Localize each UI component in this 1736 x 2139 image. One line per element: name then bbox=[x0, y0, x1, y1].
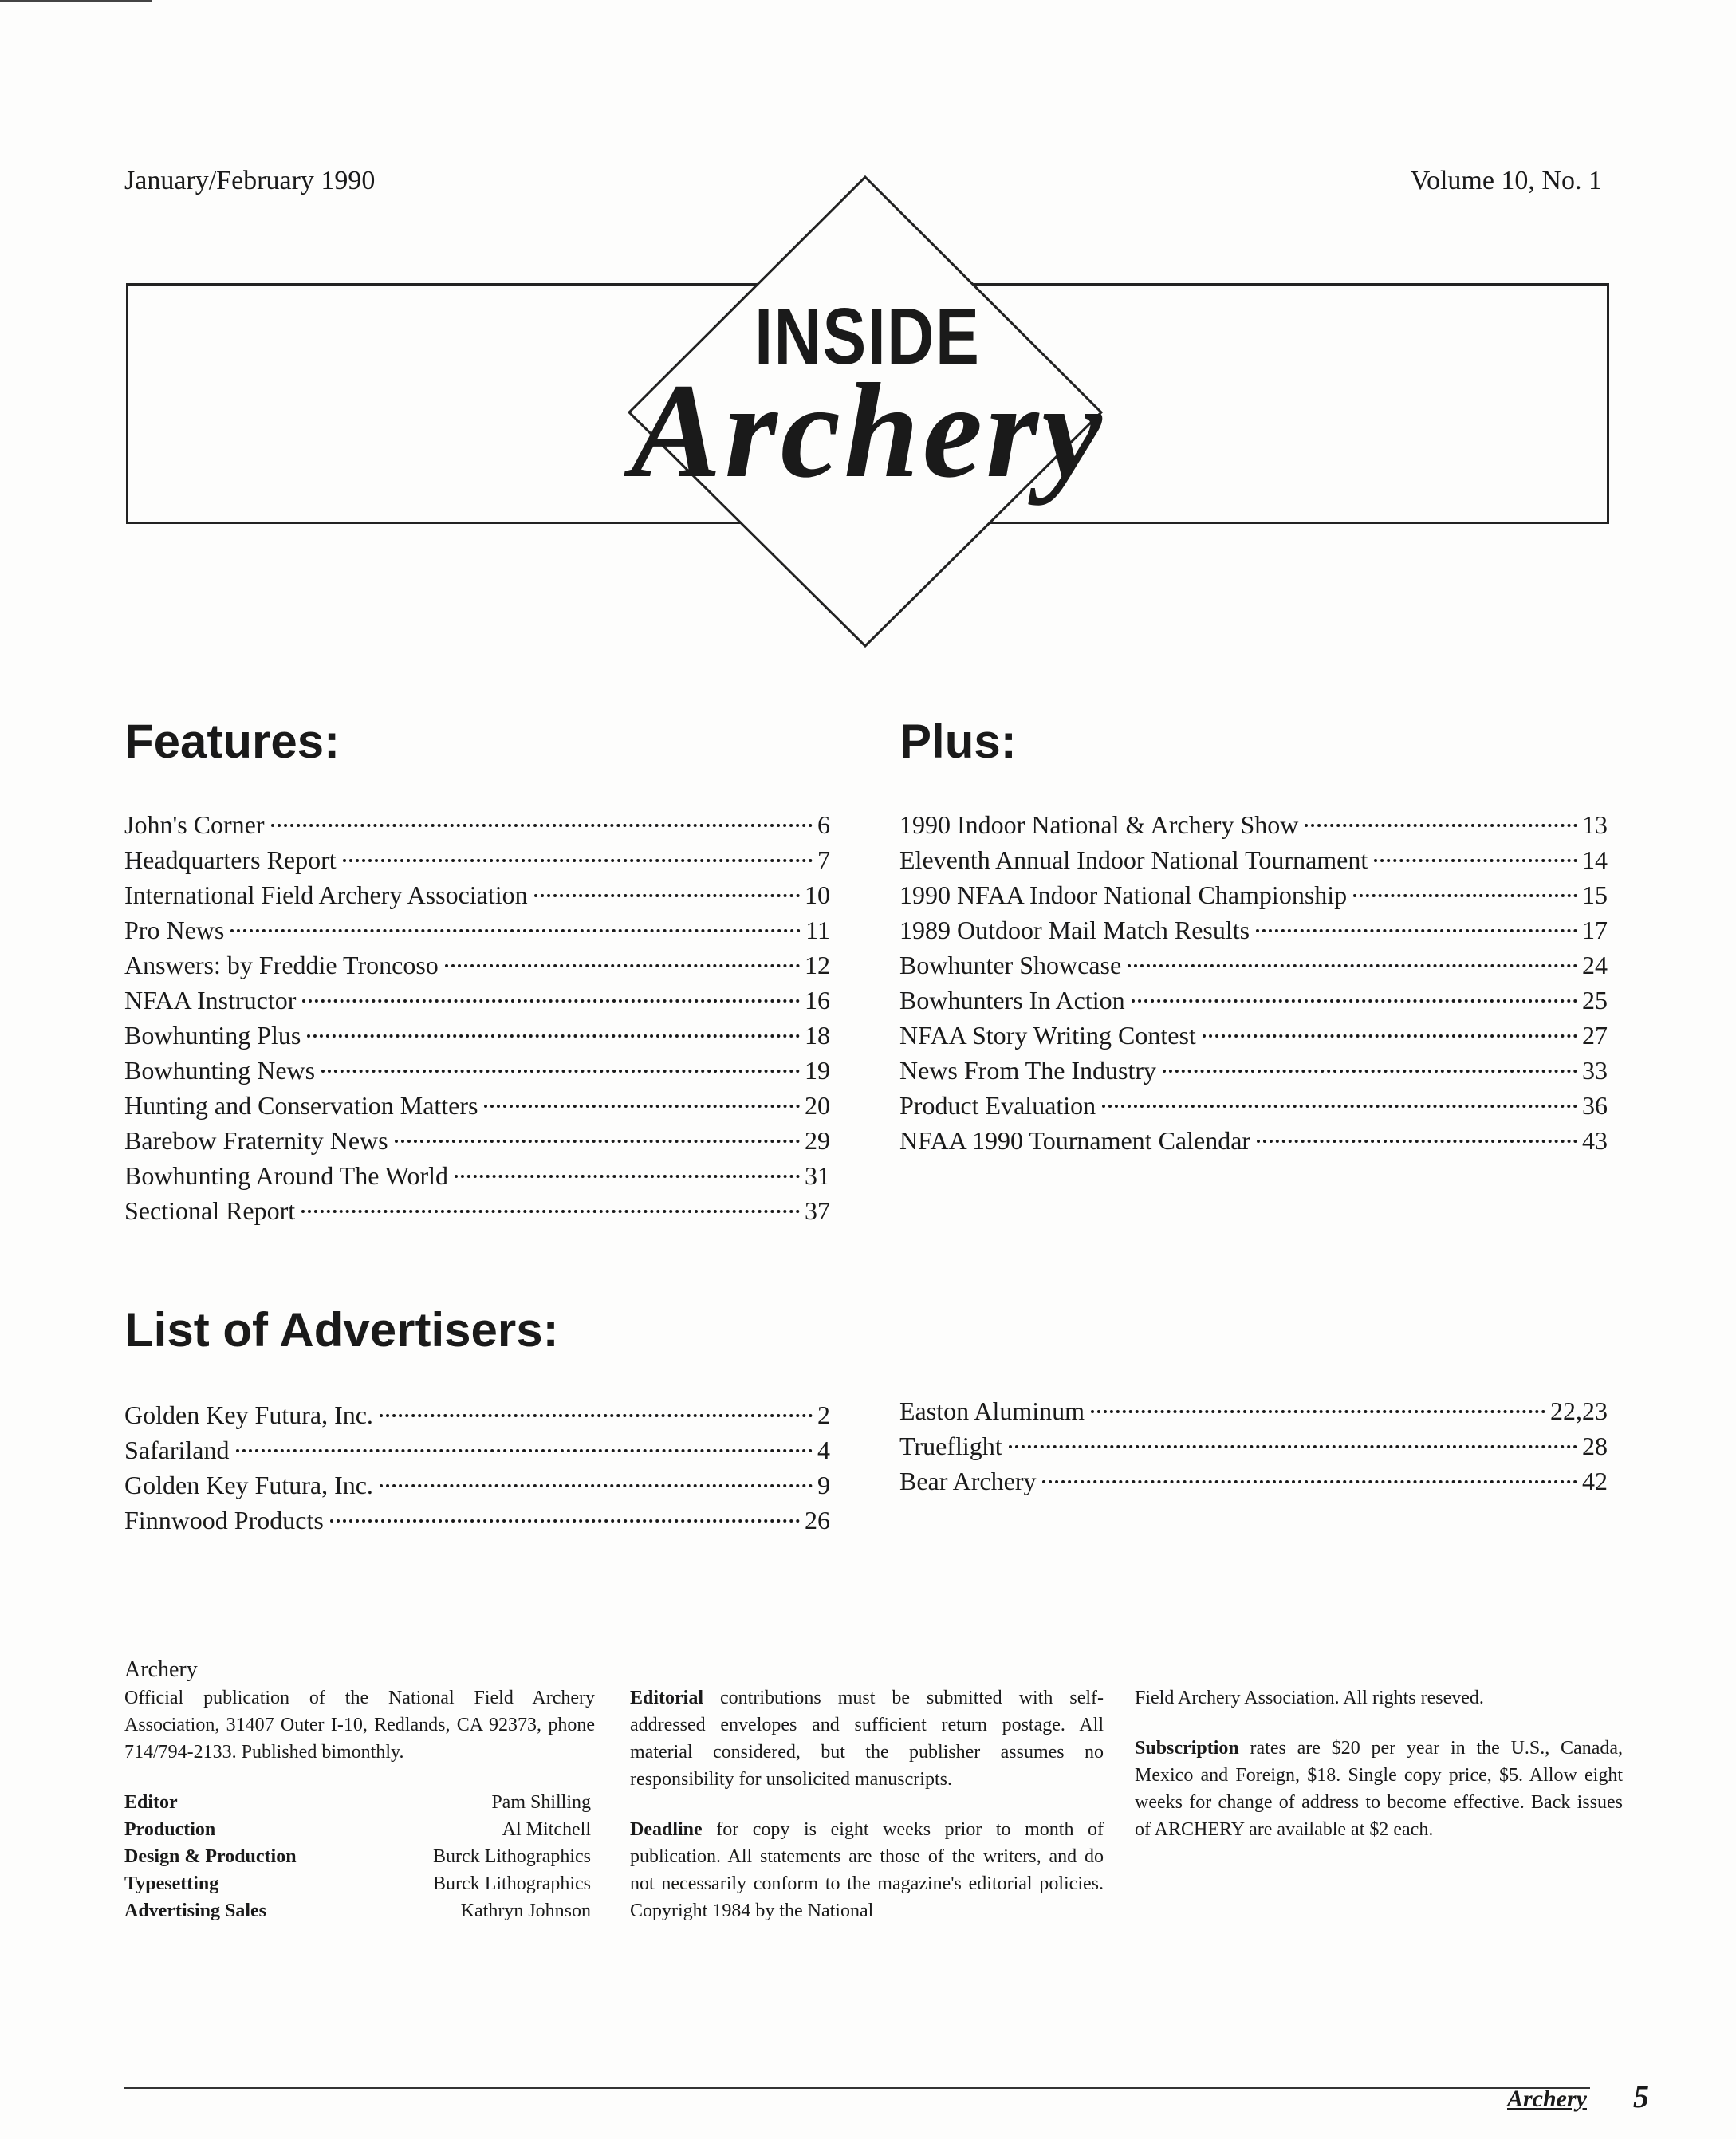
dot-leader bbox=[1305, 824, 1577, 827]
staff-name: Burck Lithographics bbox=[433, 1873, 591, 1894]
plus-heading: Plus: bbox=[899, 715, 1017, 768]
dot-leader bbox=[1203, 1034, 1577, 1038]
entry-title: Bowhunters In Action bbox=[899, 986, 1125, 1014]
subscription-label: Subscription bbox=[1135, 1738, 1239, 1759]
staff-role: Advertising Sales bbox=[124, 1901, 267, 1921]
entry-page: 24 bbox=[1582, 951, 1608, 979]
dot-leader bbox=[1128, 964, 1577, 967]
entry-title: 1990 NFAA Indoor National Championship bbox=[899, 880, 1348, 909]
dot-leader bbox=[1163, 1070, 1577, 1073]
dot-leader bbox=[236, 1449, 813, 1452]
dot-leader bbox=[534, 894, 800, 897]
dot-leader bbox=[1256, 929, 1577, 932]
entry-page: 10 bbox=[805, 880, 830, 909]
plus-entry bbox=[899, 1091, 1608, 1126]
entry-title: Pro News bbox=[124, 916, 225, 944]
dot-leader bbox=[1257, 1140, 1577, 1143]
plus-entry bbox=[899, 951, 1608, 986]
feature-entry bbox=[124, 1021, 830, 1056]
dot-leader bbox=[343, 859, 813, 862]
entry-title: Finnwood Products bbox=[124, 1506, 324, 1534]
feature-entry bbox=[124, 1056, 830, 1091]
entry-page: 12 bbox=[805, 951, 830, 979]
footer-magazine-name: Archery bbox=[1507, 2086, 1587, 2112]
feature-entry bbox=[124, 845, 830, 880]
staff-role: Production bbox=[124, 1819, 216, 1840]
entry-title: Bear Archery bbox=[899, 1467, 1037, 1495]
entry-page: 2 bbox=[817, 1400, 830, 1429]
feature-entry bbox=[124, 810, 830, 845]
entry-page: 9 bbox=[817, 1471, 830, 1499]
entry-title: John's Corner bbox=[124, 810, 265, 839]
advertiser-entry bbox=[899, 1432, 1608, 1467]
entry-title: Easton Aluminum bbox=[899, 1396, 1085, 1425]
staff-name: Pam Shilling bbox=[491, 1792, 591, 1813]
plus-entry bbox=[899, 845, 1608, 880]
masthead-title: Archery bbox=[631, 356, 1105, 506]
entry-title: 1990 Indoor National & Archery Show bbox=[899, 810, 1299, 839]
entry-page: 13 bbox=[1582, 810, 1608, 839]
plus-entry bbox=[899, 810, 1608, 845]
dot-leader bbox=[380, 1484, 813, 1487]
entry-page: 31 bbox=[805, 1161, 830, 1190]
dot-leader bbox=[484, 1105, 800, 1108]
staff-row bbox=[124, 1789, 591, 1816]
entry-page: 37 bbox=[805, 1196, 830, 1225]
entry-title: Barebow Fraternity News bbox=[124, 1126, 388, 1155]
entry-page: 27 bbox=[1582, 1021, 1608, 1050]
plus-entry bbox=[899, 1056, 1608, 1091]
colophon-title: Archery bbox=[124, 1657, 198, 1682]
entry-title: Trueflight bbox=[899, 1432, 1002, 1460]
advertiser-entry bbox=[899, 1396, 1608, 1432]
advertisers-list-right bbox=[899, 1396, 1608, 1502]
entry-title: Safariland bbox=[124, 1436, 230, 1464]
footer-page-number: 5 bbox=[1633, 2078, 1649, 2114]
dot-leader bbox=[271, 824, 813, 827]
entry-page: 26 bbox=[805, 1506, 830, 1534]
entry-page: 25 bbox=[1582, 986, 1608, 1014]
dot-leader bbox=[445, 964, 800, 967]
feature-entry bbox=[124, 1161, 830, 1196]
feature-entry bbox=[124, 986, 830, 1021]
entry-page: 16 bbox=[805, 986, 830, 1014]
dot-leader bbox=[1374, 859, 1577, 862]
entry-title: Product Evaluation bbox=[899, 1091, 1096, 1120]
advertiser-entry bbox=[124, 1436, 830, 1471]
entry-title: Bowhunting Around The World bbox=[124, 1161, 449, 1190]
editorial-text: contributions must be submitted with self-addressed envelopes and sufficient return postage. All material considered, but the publisher assumes no responsibility for unsolicited manuscripts. bbox=[630, 1688, 1104, 1790]
entry-page: 43 bbox=[1582, 1126, 1608, 1155]
staff-name: Burck Lithographics bbox=[433, 1846, 591, 1867]
dot-leader bbox=[1353, 894, 1577, 897]
plus-entry bbox=[899, 1126, 1608, 1161]
entry-title: 1989 Outdoor Mail Match Results bbox=[899, 916, 1250, 944]
staff-role: Design & Production bbox=[124, 1846, 297, 1867]
feature-entry bbox=[124, 1126, 830, 1161]
entry-title: Hunting and Conservation Matters bbox=[124, 1091, 478, 1120]
rights-note: Field Archery Association. All rights reseved. bbox=[1135, 1688, 1484, 1708]
advertiser-entry bbox=[124, 1400, 830, 1436]
editorial-label: Editorial bbox=[630, 1688, 704, 1708]
dot-leader bbox=[1042, 1480, 1577, 1483]
feature-entry bbox=[124, 1091, 830, 1126]
staff-row bbox=[124, 1816, 591, 1843]
plus-entry bbox=[899, 1021, 1608, 1056]
entry-title: NFAA 1990 Tournament Calendar bbox=[899, 1126, 1251, 1155]
deadline-note bbox=[630, 1816, 1104, 1924]
staff-list bbox=[124, 1789, 591, 1924]
entry-page: 36 bbox=[1582, 1091, 1608, 1120]
plus-list bbox=[899, 810, 1608, 1161]
footer-rule bbox=[124, 2087, 1590, 2089]
dot-leader bbox=[301, 1210, 800, 1213]
plus-entry bbox=[899, 880, 1608, 916]
plus-entry bbox=[899, 916, 1608, 951]
entry-page: 14 bbox=[1582, 845, 1608, 874]
entry-title: Bowhunting News bbox=[124, 1056, 316, 1085]
masthead-inside: INSIDE bbox=[754, 292, 981, 381]
entry-title: News From The Industry bbox=[899, 1056, 1157, 1085]
staff-row bbox=[124, 1843, 591, 1870]
subscription-text: rates are $20 per year in the U.S., Canada, Mexico and Foreign, $18. Single copy price, $5. Allow eight weeks for change of address to become effective. Back issues of ARCHERY are available at $2 each. bbox=[1135, 1738, 1623, 1840]
volume-number: Volume 10, No. 1 bbox=[1410, 166, 1602, 195]
entry-page: 22,23 bbox=[1550, 1396, 1608, 1425]
dot-leader bbox=[1091, 1410, 1545, 1413]
entry-title: Golden Key Futura, Inc. bbox=[124, 1400, 373, 1429]
entry-page: 20 bbox=[805, 1091, 830, 1120]
entry-page: 33 bbox=[1582, 1056, 1608, 1085]
entry-page: 18 bbox=[805, 1021, 830, 1050]
entry-title: Eleventh Annual Indoor National Tournament bbox=[899, 845, 1368, 874]
entry-page: 42 bbox=[1582, 1467, 1608, 1495]
dot-leader bbox=[455, 1175, 800, 1178]
entry-page: 28 bbox=[1582, 1432, 1608, 1460]
features-heading: Features: bbox=[124, 715, 341, 768]
entry-title: NFAA Story Writing Contest bbox=[899, 1021, 1196, 1050]
entry-page: 19 bbox=[805, 1056, 830, 1085]
entry-title: Bowhunting Plus bbox=[124, 1021, 301, 1050]
dot-leader bbox=[1132, 999, 1577, 1003]
entry-title: International Field Archery Association bbox=[124, 880, 528, 909]
staff-role: Editor bbox=[124, 1792, 178, 1813]
entry-title: Bowhunter Showcase bbox=[899, 951, 1122, 979]
entry-page: 11 bbox=[805, 916, 830, 944]
plus-entry bbox=[899, 986, 1608, 1021]
entry-page: 17 bbox=[1582, 916, 1608, 944]
subscription-note bbox=[1135, 1735, 1623, 1843]
dot-leader bbox=[380, 1414, 813, 1417]
entry-page: 6 bbox=[817, 810, 830, 839]
issue-date: January/February 1990 bbox=[124, 166, 376, 195]
entry-page: 7 bbox=[817, 845, 830, 874]
editorial-note bbox=[630, 1684, 1104, 1793]
advertiser-entry bbox=[124, 1471, 830, 1506]
feature-entry bbox=[124, 880, 830, 916]
staff-name: Kathryn Johnson bbox=[460, 1901, 591, 1921]
entry-title: Golden Key Futura, Inc. bbox=[124, 1471, 373, 1499]
dot-leader bbox=[1009, 1445, 1577, 1448]
entry-title: Answers: by Freddie Troncoso bbox=[124, 951, 439, 979]
publication-info: Official publication of the National Field Archery Association, 31407 Outer I-10, Redlands, CA 92373, phone 714/794-2133. Published bimonthly. bbox=[124, 1688, 595, 1763]
dot-leader bbox=[321, 1070, 800, 1073]
staff-row bbox=[124, 1870, 591, 1897]
features-list bbox=[124, 810, 830, 1231]
staff-role: Typesetting bbox=[124, 1873, 219, 1894]
entry-page: 29 bbox=[805, 1126, 830, 1155]
advertisers-heading: List of Advertisers: bbox=[124, 1303, 559, 1357]
advertisers-list-left bbox=[124, 1400, 830, 1541]
deadline-label: Deadline bbox=[630, 1819, 703, 1840]
dot-leader bbox=[1102, 1105, 1577, 1108]
dot-leader bbox=[307, 1034, 800, 1038]
staff-name: Al Mitchell bbox=[502, 1819, 591, 1840]
feature-entry bbox=[124, 1196, 830, 1231]
advertiser-entry bbox=[899, 1467, 1608, 1502]
feature-entry bbox=[124, 951, 830, 986]
advertiser-entry bbox=[124, 1506, 830, 1541]
dot-leader bbox=[230, 929, 801, 932]
entry-page: 15 bbox=[1582, 880, 1608, 909]
staff-row bbox=[124, 1897, 591, 1924]
dot-leader bbox=[330, 1519, 800, 1523]
entry-title: Headquarters Report bbox=[124, 845, 337, 874]
dot-leader bbox=[302, 999, 800, 1003]
entry-title: Sectional Report bbox=[124, 1196, 296, 1225]
entry-page: 4 bbox=[817, 1436, 830, 1464]
feature-entry bbox=[124, 916, 830, 951]
dot-leader bbox=[395, 1140, 800, 1143]
deadline-text: for copy is eight weeks prior to month of publication. All statements are those of the writers, and do not necessarily conform to the magazine's editorial policies. Copyright 1984 by the National bbox=[630, 1819, 1104, 1921]
entry-title: NFAA Instructor bbox=[124, 986, 297, 1014]
